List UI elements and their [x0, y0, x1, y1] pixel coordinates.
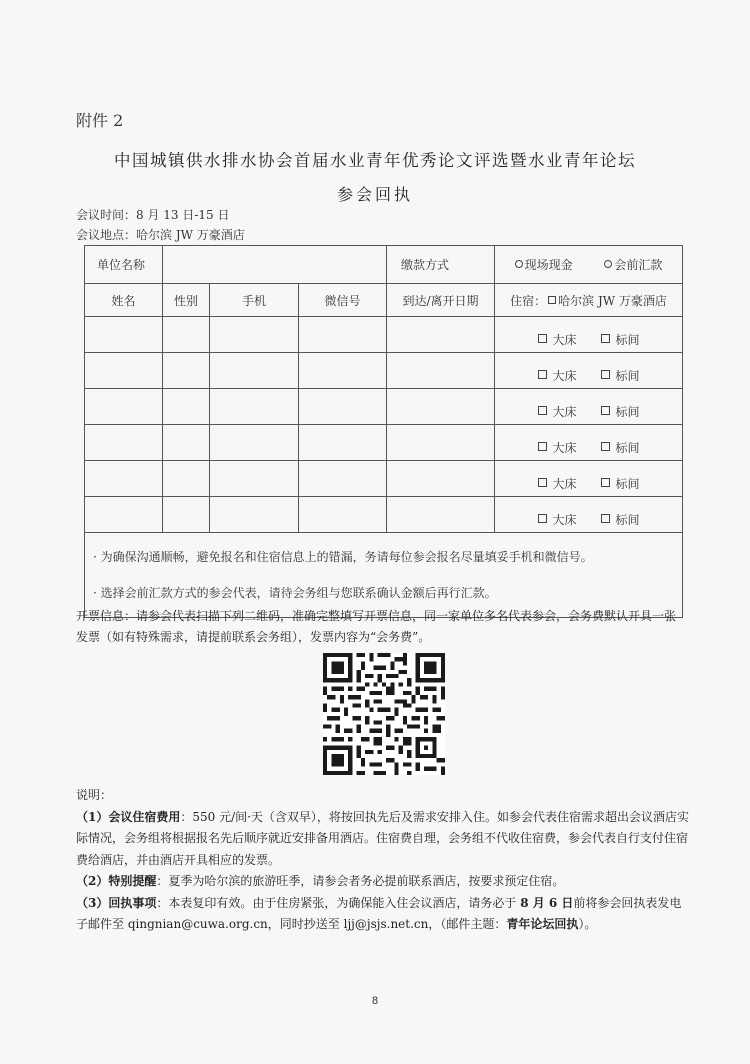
table-row: [85, 353, 683, 389]
form-notes-row: [85, 533, 683, 618]
table-row: [85, 317, 683, 353]
page-number: 8: [371, 995, 379, 1007]
checkbox-icon: [601, 514, 610, 523]
radio-circle-icon: [604, 260, 612, 268]
room-type-cell: [495, 497, 683, 533]
payment-option-transfer[interactable]: 会前汇款: [604, 258, 662, 272]
form-header-row: [85, 284, 683, 317]
room-option-king[interactable]: 大床: [538, 369, 577, 383]
lodging-hotel-option[interactable]: 哈尔滨 JW 万豪酒店: [546, 294, 667, 308]
checkbox-icon: [601, 406, 610, 415]
room-type-cell: [495, 353, 683, 389]
checkbox-icon: [601, 442, 610, 451]
org-name-label: 单位名称: [85, 246, 163, 284]
room-type-cell: [495, 389, 683, 425]
table-row: [85, 461, 683, 497]
table-row: [85, 389, 683, 425]
gender-cell[interactable]: [163, 353, 210, 389]
table-row: [85, 425, 683, 461]
room-option-king[interactable]: 大床: [538, 513, 577, 527]
dates-cell[interactable]: [387, 425, 495, 461]
checkbox-icon: [538, 442, 547, 451]
gender-cell[interactable]: [163, 461, 210, 497]
name-cell[interactable]: [85, 317, 163, 353]
wechat-cell[interactable]: [299, 497, 387, 533]
dates-cell[interactable]: [387, 461, 495, 497]
column-header-wechat: 微信号: [299, 284, 387, 317]
form-top-row: [85, 246, 683, 284]
qr-code[interactable]: [323, 653, 445, 775]
checkbox-icon: [538, 514, 547, 523]
gender-cell[interactable]: [163, 389, 210, 425]
checkbox-icon: [538, 478, 547, 487]
wechat-cell[interactable]: [299, 353, 387, 389]
form-notes: [85, 533, 683, 618]
dates-cell[interactable]: [387, 389, 495, 425]
room-option-king[interactable]: 大床: [538, 333, 577, 347]
document-title: 中国城镇供水排水协会首届水业青年优秀论文评选暨水业青年论坛: [114, 151, 636, 170]
room-type-cell: [495, 317, 683, 353]
deadline: 8 月 6 日: [520, 895, 574, 910]
checkbox-icon: [548, 296, 556, 304]
room-type-cell: [495, 461, 683, 497]
payment-option-cash[interactable]: 现场现金: [515, 258, 573, 272]
explanation-heading: 说明：: [76, 788, 113, 802]
attachment-label: 附件 2: [76, 111, 124, 130]
name-cell[interactable]: [85, 425, 163, 461]
meeting-place: 会议地点：哈尔滨 JW 万豪酒店: [76, 228, 245, 242]
checkbox-icon: [601, 370, 610, 379]
name-cell[interactable]: [85, 497, 163, 533]
checkbox-icon: [601, 334, 610, 343]
form-note: · 选择会前汇款方式的参会代表，请待会务组与您联系确认金额后再行汇款。: [93, 586, 497, 600]
room-type-cell: [495, 425, 683, 461]
payment-options: [495, 246, 683, 284]
name-cell[interactable]: [85, 461, 163, 497]
column-header-dates: 到达/离开日期: [387, 284, 495, 317]
room-option-king[interactable]: 大床: [538, 441, 577, 455]
checkbox-icon: [601, 478, 610, 487]
column-header-name: 姓名: [85, 284, 163, 317]
room-option-twin[interactable]: 标间: [601, 477, 640, 491]
checkbox-icon: [538, 334, 547, 343]
checkbox-icon: [538, 370, 547, 379]
phone-cell[interactable]: [210, 317, 299, 353]
email-subject: 青年论坛回执: [506, 917, 579, 931]
form-note: · 为确保沟通顺畅，避免报名和住宿信息上的错漏，务请每位参会报名尽量填妥手机和微信号。: [93, 550, 593, 564]
wechat-cell[interactable]: [299, 425, 387, 461]
qr-code-icon: [323, 653, 445, 775]
checkbox-icon: [538, 406, 547, 415]
explanation-item-1: （1）会议住宿费用：550 元/间·天（含双早），将按回执先后及需求安排入住。如参会代表住宿需求超出会议酒店实际情况，会务组将根据报名先后顺序就近安排备用酒店。住宿费自理，会务组不代收住宿费，参会代表自行支付住宿费给酒店，并由酒店开具相应的发票。: [76, 809, 689, 867]
table-row: [85, 497, 683, 533]
phone-cell[interactable]: [210, 497, 299, 533]
phone-cell[interactable]: [210, 425, 299, 461]
explanation-section: [76, 785, 690, 936]
gender-cell[interactable]: [163, 425, 210, 461]
room-option-king[interactable]: 大床: [538, 477, 577, 491]
document-subtitle: 参会回执: [336, 185, 413, 204]
room-option-twin[interactable]: 标间: [601, 405, 640, 419]
explanation-item-2: （2）特别提醒：夏季为哈尔滨的旅游旺季，请参会者务必提前联系酒店，按要求预定住宿。: [76, 874, 565, 888]
room-option-twin[interactable]: 标间: [601, 333, 640, 347]
meeting-time: 会议时间：8 月 13 日-15 日: [76, 208, 230, 222]
dates-cell[interactable]: [387, 317, 495, 353]
name-cell[interactable]: [85, 353, 163, 389]
wechat-cell[interactable]: [299, 389, 387, 425]
radio-circle-icon: [515, 260, 523, 268]
wechat-cell[interactable]: [299, 317, 387, 353]
phone-cell[interactable]: [210, 353, 299, 389]
org-name-field[interactable]: [163, 246, 387, 284]
invoice-info: 开票信息：请参会代表扫描下列二维码，准确完整填写开票信息，同一家单位多名代表参会，会务费默认开具一张发票（如有特殊需求，请提前联系会务组），发票内容为“会务费”。: [76, 609, 677, 644]
gender-cell[interactable]: [163, 317, 210, 353]
phone-cell[interactable]: [210, 389, 299, 425]
dates-cell[interactable]: [387, 353, 495, 389]
room-option-king[interactable]: 大床: [538, 405, 577, 419]
room-option-twin[interactable]: 标间: [601, 513, 640, 527]
wechat-cell[interactable]: [299, 461, 387, 497]
explanation-item-3: （3）回执事项：本表复印有效。由于住房紧张，为确保能入住会议酒店，请务必于 8 月 6 日前将参会回执表发电子邮件至 qingnian@cuwa.org.cn，同时抄送至 ljj@jsjs.net.cn，（邮件主题：青年论坛回执）。: [76, 895, 682, 931]
column-header-gender: 性别: [163, 284, 210, 317]
column-header-lodging: 住宿： 哈尔滨 JW 万豪酒店: [495, 284, 683, 317]
payment-label: 缴款方式: [387, 246, 495, 284]
registration-form-table: [84, 245, 683, 618]
phone-cell[interactable]: [210, 461, 299, 497]
name-cell[interactable]: [85, 389, 163, 425]
room-option-twin[interactable]: 标间: [601, 369, 640, 383]
column-header-phone: 手机: [210, 284, 299, 317]
dates-cell[interactable]: [387, 497, 495, 533]
room-option-twin[interactable]: 标间: [601, 441, 640, 455]
gender-cell[interactable]: [163, 497, 210, 533]
